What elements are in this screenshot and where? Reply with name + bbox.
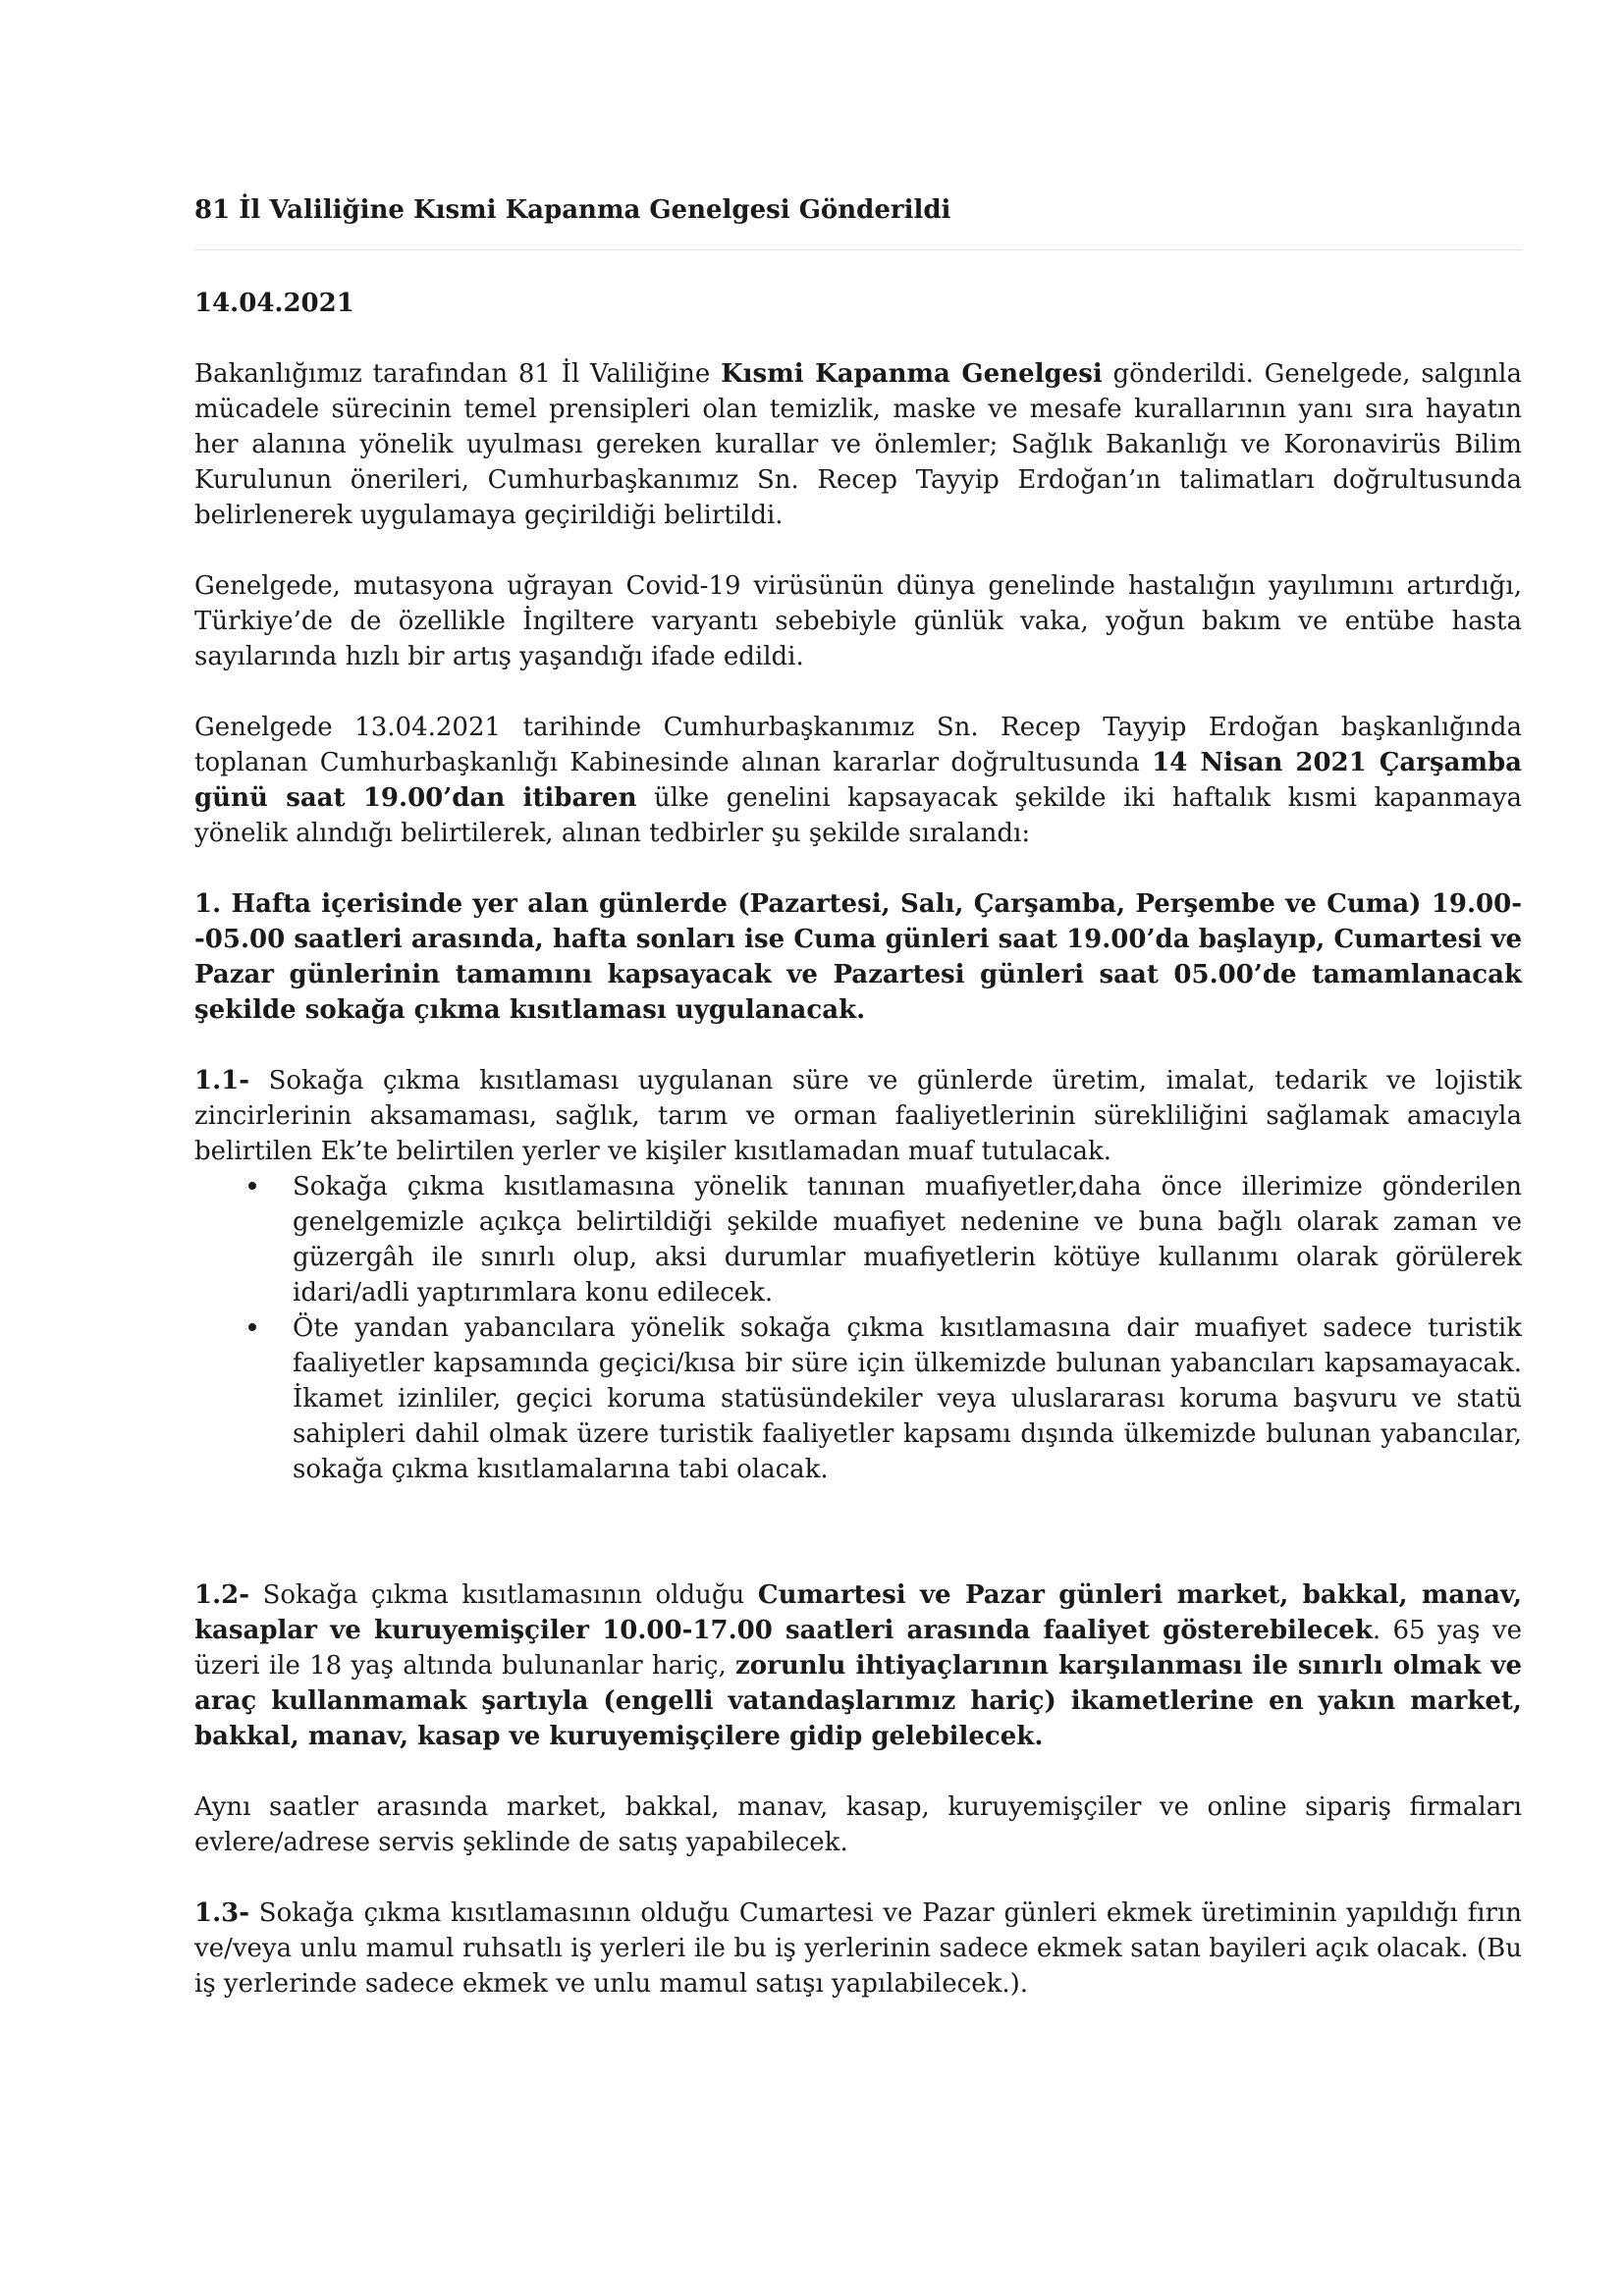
paragraph-mutation: Genelgede, mutasyona uğrayan Covid-19 virüsünün dünya genelinde hastalığın yayılımını artırdığı, Türkiye’de de özellikle İngiltere varyantı sebebiyle günlük vaka, yoğun bakım ve entübe hasta sayılarında hızlı bir artış yaşandığı ifade edildi. <box>194 571 1522 671</box>
paragraph-measure-1-3 <box>194 1896 1522 2002</box>
title-divider <box>194 249 1522 250</box>
measure-1-2-text-a: Sokağa çıkma kısıtlamasının olduğu <box>249 1580 758 1610</box>
measure-1-2-text-c: . 65 yaş ve üzeri ile 18 yaş altında bulunanlar hariç, <box>194 1616 1522 1681</box>
paragraph-measure-1 <box>194 886 1522 1028</box>
measure-1-text: 1. Hafta içerisinde yer alan günlerde (Pazartesi, Salı, Çarşamba, Perşembe ve Cuma) 19.00--05.00 saatleri arasında, hafta sonları ise Cuma günleri saat 19.00’da başlayıp, Cumartesi ve Pazar günlerinin tamamını kapsayacak ve Pazartesi günleri saat 05.00’de tamamlanacak şekilde sokağa çıkma kısıtlaması uygulanacak. <box>194 889 1522 1025</box>
paragraph-measure-1-1 <box>194 1063 1522 1169</box>
measure-1-2-bold-b: Cumartesi ve Pazar günleri market, bakkal, manav, kasaplar ve kuruyemişçiler 10.00-17.00 saatleri arasında faaliyet gösterebilecek <box>194 1580 1522 1645</box>
intro-text-a: Bakanlığımız tarafından 81 İl Valiliğine <box>194 359 722 389</box>
list-item <box>194 1169 1522 1310</box>
cabinet-text-c: ülke genelini kapsayacak şekilde iki haftalık kısmi kapanmaya yönelik alındığı belirtilerek, alınan tedbirler şu şekilde sıralandı: <box>194 783 1522 848</box>
measure-1-1-text: Sokağa çıkma kısıtlaması uygulanan süre ve günlerde üretim, imalat, tedarik ve lojistik zincirlerinin aksamaması, sağlık, tarım ve orman faaliyetlerinin sürekliliğini sağlamak amacıyla belirtilen Ek’te belirtilen yerler ve kişiler kısıtlamadan muaf tutulacak. <box>194 1066 1522 1166</box>
paragraph-cabinet <box>194 710 1522 851</box>
measure-1-2-number: 1.2- <box>194 1580 250 1610</box>
paragraph-intro <box>194 356 1522 533</box>
measure-1-2-bold-d: zorunlu ihtiyaçlarının karşılanması ile sınırlı olmak ve araç kullanmamak şartıyla (engelli vatandaşlarımız hariç) ikametlerine en yakın market, bakkal, manav, kasap ve kuruyemişçilere gidip gelebilecek. <box>194 1651 1522 1751</box>
bullet-icon <box>248 1323 256 1331</box>
list-item-text: Öte yandan yabancılara yönelik sokağa çıkma kısıtlamasına dair muafiyet sadece turistik faaliyetler kapsamında geçici/kısa bir süre için ülkemizde bulunan yabancıları kapsamayacak. İkamet izinliler, geçici koruma statüsündekiler veya uluslararası koruma başvuru ve statü sahipleri dahil olmak üzere turistik faaliyetler kapsamı dışında ülkemizde bulunan yabancılar, sokağa çıkma kısıtlamalarına tabi olacak. <box>293 1313 1522 1484</box>
document-title: 81 İl Valiliğine Kısmi Kapanma Genelgesi Gönderildi <box>194 195 951 225</box>
measure-1-3-text: Sokağa çıkma kısıtlamasının olduğu Cumartesi ve Pazar günleri ekmek üretiminin yapıldığı fırın ve/veya unlu mamul ruhsatlı iş yerleri ile bu iş yerlerinin sadece ekmek satan bayileri açık olacak. (Bu iş yerlerinde sadece ekmek ve unlu mamul satışı yapılabilecek.). <box>194 1898 1522 1999</box>
intro-bold: Kısmi Kapanma Genelgesi <box>721 359 1103 389</box>
document-date: 14.04.2021 <box>194 289 354 318</box>
list-item <box>194 1310 1522 1487</box>
bullet-icon <box>248 1182 256 1190</box>
document-page <box>194 192 1522 2002</box>
exemption-list <box>194 1169 1522 1487</box>
measure-1-1-number: 1.1- <box>194 1066 250 1095</box>
measure-1-3-number: 1.3- <box>194 1898 250 1928</box>
cabinet-text-a: Genelgede 13.04.2021 tarihinde Cumhurbaşkanımız Sn. Recep Tayyip Erdoğan başkanlığında toplanan Cumhurbaşkanlığı Kabinesinde alınan kararlar doğrultusunda <box>194 713 1522 777</box>
paragraph-measure-1-2 <box>194 1577 1522 1754</box>
paragraph-delivery: Aynı saatler arasında market, bakkal, manav, kasap, kuruyemişçiler ve online sipariş firmaları evlere/adrese servis şeklinde de satış yapabilecek. <box>194 1792 1522 1857</box>
cabinet-bold: 14 Nisan 2021 Çarşamba günü saat 19.00’dan itibaren <box>194 748 1522 813</box>
intro-text-c: gönderildi. Genelgede, salgınla mücadele sürecinin temel prensipleri olan temizlik, maske ve mesafe kurallarının yanı sıra hayatın her alanına yönelik uyulması gereken kurallar ve önlemler; Sağlık Bakanlığı ve Koronavirüs Bilim Kurulunun önerileri, Cumhurbaşkanımız Sn. Recep Tayyip Erdoğan’ın talimatları doğrultusunda belirlenerek uygulamaya geçirildiği belirtildi. <box>194 359 1523 530</box>
list-item-text: Sokağa çıkma kısıtlamasına yönelik tanınan muafiyetler,daha önce illerimize gönderilen genelgemizle açıkça belirtildiği şekilde muafiyet nedenine ve buna bağlı olarak zaman ve güzergâh ile sınırlı olup, aksi durumlar muafiyetlerin kötüye kullanımı olarak görülerek idari/adli yaptırımlara konu edilecek. <box>293 1172 1522 1308</box>
